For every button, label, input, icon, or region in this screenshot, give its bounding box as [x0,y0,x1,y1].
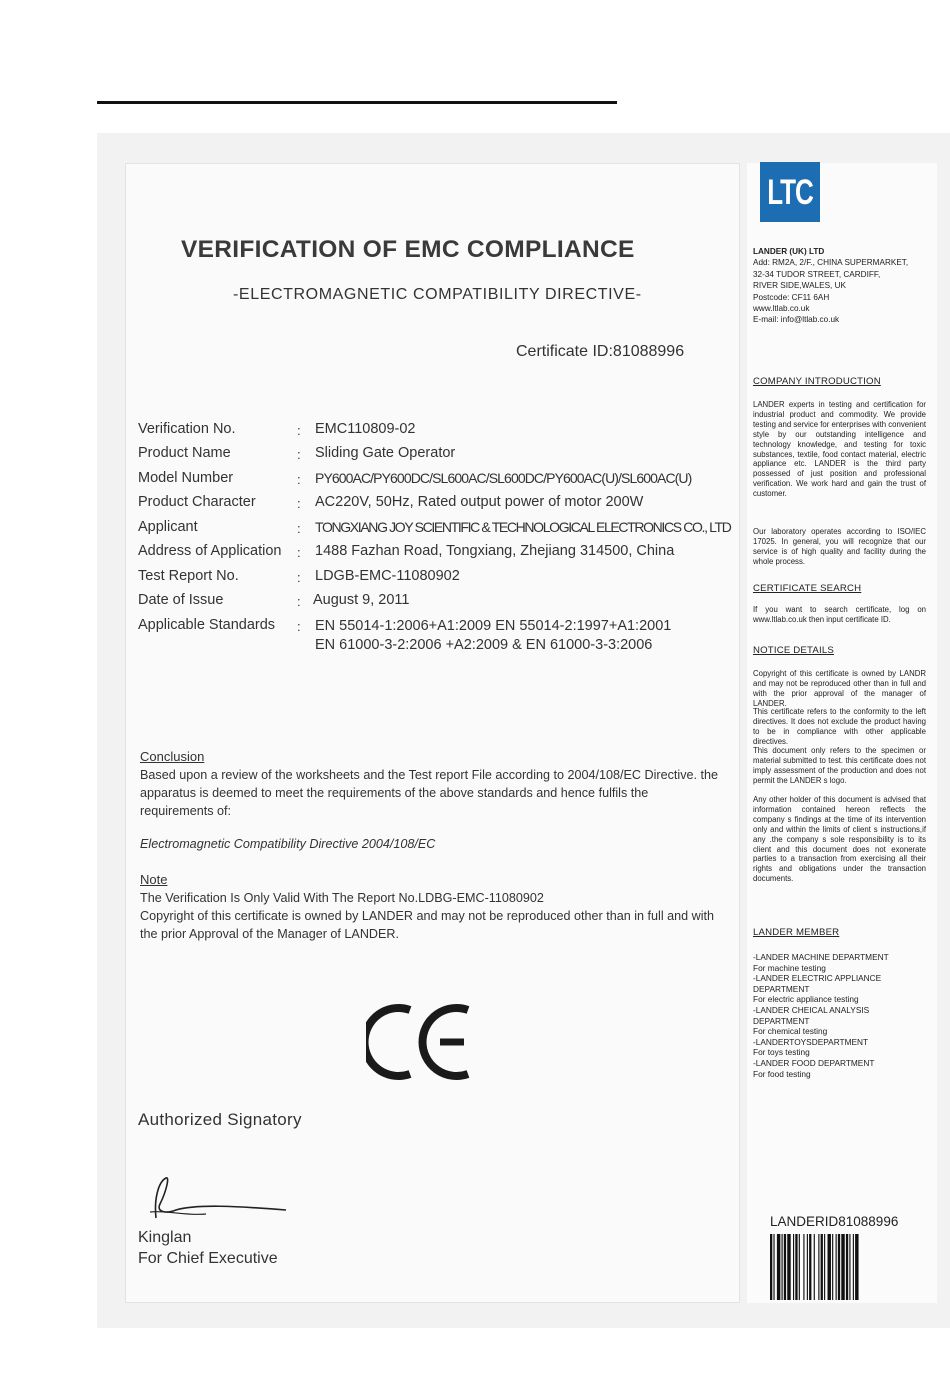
top-rule [97,101,617,104]
member-line: DEPARTMENT [753,1015,810,1026]
address-line: E-mail: info@ltlab.co.uk [753,315,840,325]
certificate-subtitle: -ELECTROMAGNETIC COMPATIBILITY DIRECTIVE- [233,286,642,303]
field-label-model-number: Model Number [138,470,234,486]
barcode-bar [803,1234,804,1300]
barcode-bar [828,1234,831,1300]
barcode-bar [849,1234,850,1300]
note-heading: Note [140,872,168,887]
field-label-product-name: Product Name [138,445,231,461]
field-value-model-number: PY600AC/PY600DC/SL600AC/SL600DC/PY600AC(U)/SL600AC(U) [315,470,692,486]
barcode-bar [795,1234,797,1300]
address-line: www.ltlab.co.uk [753,304,810,314]
barcode-bar [836,1234,837,1300]
field-colon: : [297,545,301,560]
member-heading: LANDER MEMBER [753,927,840,938]
field-value-test-report-no: LDGB-EMC-11080902 [315,568,460,584]
barcode-bar [846,1234,848,1300]
field-colon: : [297,570,301,585]
field-colon: : [297,472,301,487]
intro-paragraph-2: Our laboratory operates according to ISO/IEC 17025. In general, you will recognize that our service is of high quality and facility during the whole process. [753,527,926,566]
logo-text: LTC [767,171,813,212]
note-line1: The Verification Is Only Valid With The Report No.LDBG-EMC-11080902 [140,891,544,905]
member-line: -LANDER MACHINE DEPARTMENT [753,952,889,962]
address-line: Postcode: CF11 6AH [753,292,830,302]
notice-paragraph-3: This document only refers to the specimen or material submitted to test. this certificate does not imply assessment of the production and does not permit the LANDER s logo. [753,746,926,785]
barcode-bar [777,1234,780,1300]
barcode-bar [855,1234,858,1300]
barcode-icon [770,1234,904,1300]
barcode-bar [841,1234,844,1300]
intro-paragraph-1: LANDER experts in testing and certification for industrial product and commodity. We provide testing and service for enterprises with convenient style by our outstanding intelligence and technology knowledge, and testing for toxic substances, textile, food contact material, electric appliance etc. LANDER is the third party possessed of just position and professional verification. We work hard and gain the trust of customer. [753,400,926,499]
barcode-bar [832,1234,833,1300]
barcode-bar [809,1234,811,1300]
notice-paragraph-1: Copyright of this certificate is owned by LANDR and may not be reproduced other than in full and with the prior approval of the manager of LANDER. [753,669,926,708]
field-value-applicant: TONGXIANG JOY SCIENTIFIC & TECHNOLOGICAL ELECTRONICS CO., LTD [315,519,731,535]
field-label-applicable-standards: Applicable Standards [138,617,276,633]
field-colon: : [297,521,301,536]
authorized-signatory-label: Authorized Signatory [138,1110,302,1129]
member-line: -LANDER CHEICAL ANALYSIS [753,1004,870,1015]
conclusion-directive: Electromagnetic Compatibility Directive 2004/108/EC [140,837,436,851]
member-line: -LANDER ELECTRIC APPLIANCE [753,973,882,984]
notice-paragraph-2: This certificate refers to the conformity to the left directives. It does not exclude the product having to be in compliance with other applicable directives. [753,707,926,746]
member-line: For toys testing [753,1047,810,1058]
field-colon: : [297,496,301,511]
field-value-product-name: Sliding Gate Operator [315,445,456,461]
field-value-verification-no: EMC110809-02 [315,421,416,437]
barcode-bar [799,1234,800,1300]
member-line: For food testing [753,1068,811,1079]
lander-id: LANDERID81088996 [770,1214,899,1229]
address-line: Add: RM2A, 2/F., CHINA SUPERMARKET, [753,258,909,268]
field-value-standards-line2: EN 61000-3-2:2006 +A2:2009 & EN 61000-3-3:2006 [315,637,653,653]
field-label-verification-no: Verification No. [138,421,236,437]
member-line: For machine testing [753,962,826,973]
barcode-bar [821,1234,823,1300]
field-colon: : [297,594,301,609]
field-label-product-character: Product Character [138,494,256,510]
signatory-name: Kinglan [138,1229,192,1246]
member-line: DEPARTMENT [753,983,810,994]
barcode-bar [824,1234,825,1300]
member-line: -LANDER FOOD DEPARTMENT [753,1057,875,1068]
main-panel [125,163,740,1303]
barcode-bar [814,1234,815,1300]
field-label-applicant: Applicant [138,519,198,535]
barcode-bar [784,1234,786,1300]
barcode-bar [853,1234,854,1300]
address-line: RIVER SIDE,WALES, UK [753,281,846,291]
barcode-bar [782,1234,783,1300]
notice-paragraph-4: Any other holder of this document is advised that information contained hereon reflects the company s findings at the time of its intervention only and within the limits of client s instructions,if any .the company s sole responsibility is to its client and this document does not exonerate parties to a transaction from exercising all their rights and obligations under the transaction documents. [753,795,926,884]
signatory-role: For Chief Executive [138,1250,278,1267]
field-colon: : [297,423,301,438]
field-label-test-report-no: Test Report No. [138,568,239,584]
member-line: For electric appliance testing [753,994,859,1005]
search-text: If you want to search certificate, log on www.ltlab.co.uk then input certificate ID. [753,605,926,624]
barcode-bar [770,1234,772,1300]
ce-mark-icon [366,1002,474,1082]
barcode-bar [773,1234,774,1300]
certificate-title: VERIFICATION OF EMC COMPLIANCE [181,236,635,263]
field-value-standards-line1: EN 55014-1:2006+A1:2009 EN 55014-2:1997+A1:2001 [315,618,672,634]
company-name: LANDER (UK) LTD [753,247,825,256]
conclusion-text: Based upon a review of the worksheets and the Test report File according to 2004/108/EC Directive. the apparatus is deemed to meet the requirements of the above standards and hence fulfils the requirements of: [140,768,719,818]
intro-heading: COMPANY INTRODUCTION [753,376,881,387]
certificate-id: Certificate ID:81088996 [516,343,685,360]
barcode-bar [807,1234,808,1300]
field-colon: : [297,447,301,462]
barcode-bar [787,1234,790,1300]
barcode-bar [793,1234,794,1300]
signature-icon [136,1170,296,1230]
barcode-bar [818,1234,819,1300]
member-list [753,952,933,1079]
field-label-address: Address of Application [138,543,282,559]
notice-heading: NOTICE DETAILS [753,645,834,656]
company-address [753,246,933,326]
member-line: -LANDERTOYSDEPARTMENT [753,1036,869,1047]
barcode-bar [838,1234,840,1300]
ltc-logo [760,162,820,222]
field-colon: : [297,619,301,634]
field-value-address: 1488 Fazhan Road, Tongxiang, Zhejiang 314500, China [315,543,675,559]
field-value-product-character: AC220V, 50Hz, Rated output power of motor 200W [315,494,644,510]
conclusion-heading: Conclusion [140,749,205,764]
field-label-date-of-issue: Date of Issue [138,592,224,608]
field-value-date-of-issue: August 9, 2011 [313,592,410,608]
note-line2: Copyright of this certificate is owned by LANDER and may not be reproduced other than in full and with the prior Approval of the Manager of LANDER. [140,909,715,941]
member-line: For chemical testing [753,1026,828,1037]
search-heading: CERTIFICATE SEARCH [753,583,862,594]
address-line: 32-34 TUDOR STREET, CARDIFF, [753,269,881,279]
